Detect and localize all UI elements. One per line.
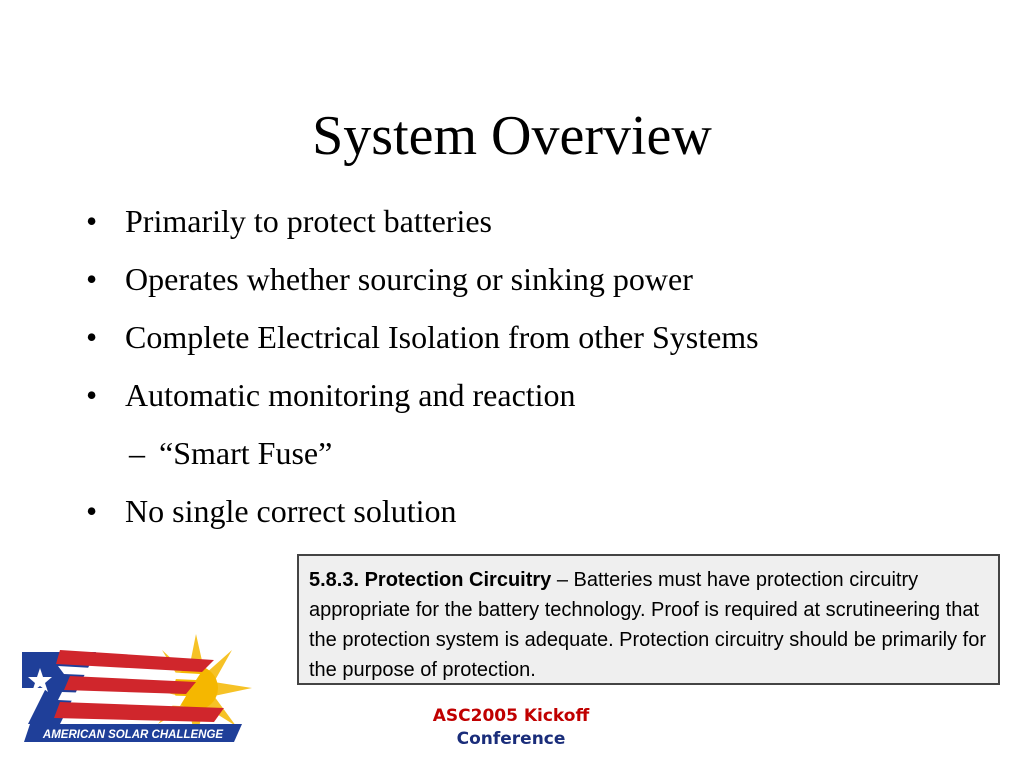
bullet-marker: • bbox=[86, 493, 98, 529]
slide-title: System Overview bbox=[312, 105, 712, 167]
bullet-text: Operates whether sourcing or sinking power bbox=[125, 261, 693, 297]
footer-line-2: Conference bbox=[456, 729, 566, 749]
footer-conference-label bbox=[400, 705, 622, 751]
footer-line-1: ASC2005 Kickoff bbox=[432, 706, 590, 726]
rule-number: 5.8.3. Protection Circuitry bbox=[309, 569, 552, 591]
bullet-item bbox=[86, 252, 986, 310]
bullet-marker: • bbox=[86, 319, 98, 355]
sub-bullet-marker: – bbox=[129, 435, 145, 471]
sub-bullet-text: “Smart Fuse” bbox=[159, 435, 333, 471]
bullet-item bbox=[86, 310, 986, 368]
american-solar-challenge-logo bbox=[0, 628, 262, 746]
bullet-text: Primarily to protect batteries bbox=[125, 203, 492, 239]
logo-text: AMERICAN SOLAR CHALLENGE bbox=[42, 729, 224, 741]
bullet-item bbox=[86, 368, 986, 426]
bullet-text: Complete Electrical Isolation from other Systems bbox=[125, 319, 759, 355]
bullet-text: Automatic monitoring and reaction bbox=[125, 377, 576, 413]
bullet-item bbox=[86, 484, 986, 542]
bullet-list bbox=[86, 194, 986, 542]
rule-callout-box bbox=[297, 554, 1000, 685]
bullet-marker: • bbox=[86, 203, 98, 239]
rule-text: – Batteries must have protection circuitry appropriate for the battery technology. Proof is required at scrutineering that the protection system is adequate. Protection circuitry should be primarily for the purpose of protection. bbox=[309, 569, 986, 681]
bullet-item bbox=[86, 194, 986, 252]
bullet-marker: • bbox=[86, 261, 98, 297]
sub-bullet-item bbox=[86, 426, 986, 484]
bullet-marker: • bbox=[86, 377, 98, 413]
bullet-text: No single correct solution bbox=[125, 493, 457, 529]
